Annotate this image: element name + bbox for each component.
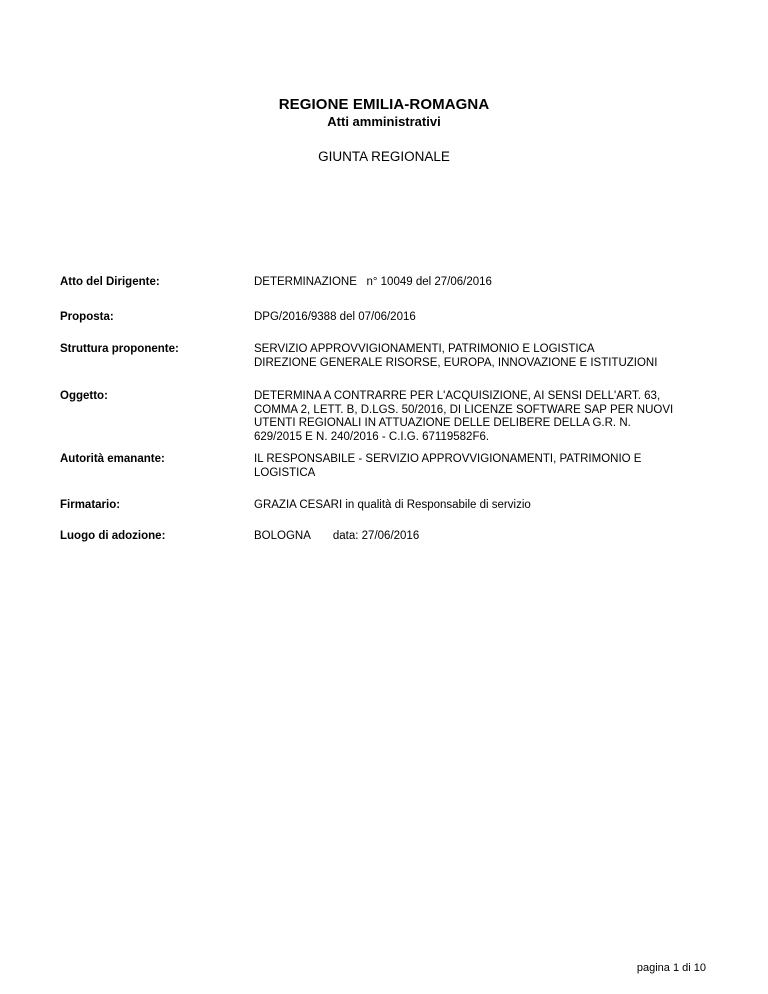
field-label: Atto del Dirigente: xyxy=(60,276,160,288)
field-value xyxy=(254,530,724,544)
value-line: UTENTI REGIONALI IN ATTUAZIONE DELLE DELIBERE DELLA G.R. N. xyxy=(254,417,631,430)
field-value xyxy=(254,343,724,370)
field-label: Autorità emanante: xyxy=(60,453,165,465)
act-number: n° 10049 del 27/06/2016 xyxy=(366,276,492,288)
issuing-body: GIUNTA REGIONALE xyxy=(318,149,450,164)
value-line: COMMA 2, LETT. B, D.LGS. 50/2016, DI LICENZE SOFTWARE SAP PER NUOVI xyxy=(254,403,674,416)
field-label: Struttura proponente: xyxy=(60,343,179,355)
value-line: DIREZIONE GENERALE RISORSE, EUROPA, INNOVAZIONE E ISTITUZIONI xyxy=(254,356,658,369)
field-value: DPG/2016/9388 del 07/06/2016 xyxy=(254,311,416,323)
act-type: DETERMINAZIONE xyxy=(254,276,357,288)
page-subtitle: Atti amministrativi xyxy=(327,114,441,129)
field-value xyxy=(254,453,724,480)
value-line: DETERMINA A CONTRARRE PER L'ACQUISIZIONE, AI SENSI DELL'ART. 63, xyxy=(254,390,661,402)
field-value xyxy=(254,276,724,290)
field-value: GRAZIA CESARI in qualità di Responsabile di servizio xyxy=(254,499,531,511)
field-label: Firmatario: xyxy=(60,499,121,511)
page-title: REGIONE EMILIA-ROMAGNA xyxy=(278,96,490,113)
field-value xyxy=(254,390,724,444)
field-label: Oggetto: xyxy=(60,390,108,402)
value-line: IL RESPONSABILE - SERVIZIO APPROVVIGIONAMENTI, PATRIMONIO E xyxy=(254,453,642,465)
value-line: 629/2015 E N. 240/2016 - C.I.G. 67119582F6. xyxy=(254,430,490,443)
field-label: Luogo di adozione: xyxy=(60,530,166,542)
value-line: SERVIZIO APPROVVIGIONAMENTI, PATRIMONIO E LOGISTICA xyxy=(254,343,595,355)
field-label: Proposta: xyxy=(60,311,114,323)
page-number: pagina 1 di 10 xyxy=(636,962,706,974)
value-line: LOGISTICA xyxy=(254,466,316,479)
adoption-place: BOLOGNA xyxy=(254,530,311,542)
adoption-date: data: 27/06/2016 xyxy=(332,530,420,542)
